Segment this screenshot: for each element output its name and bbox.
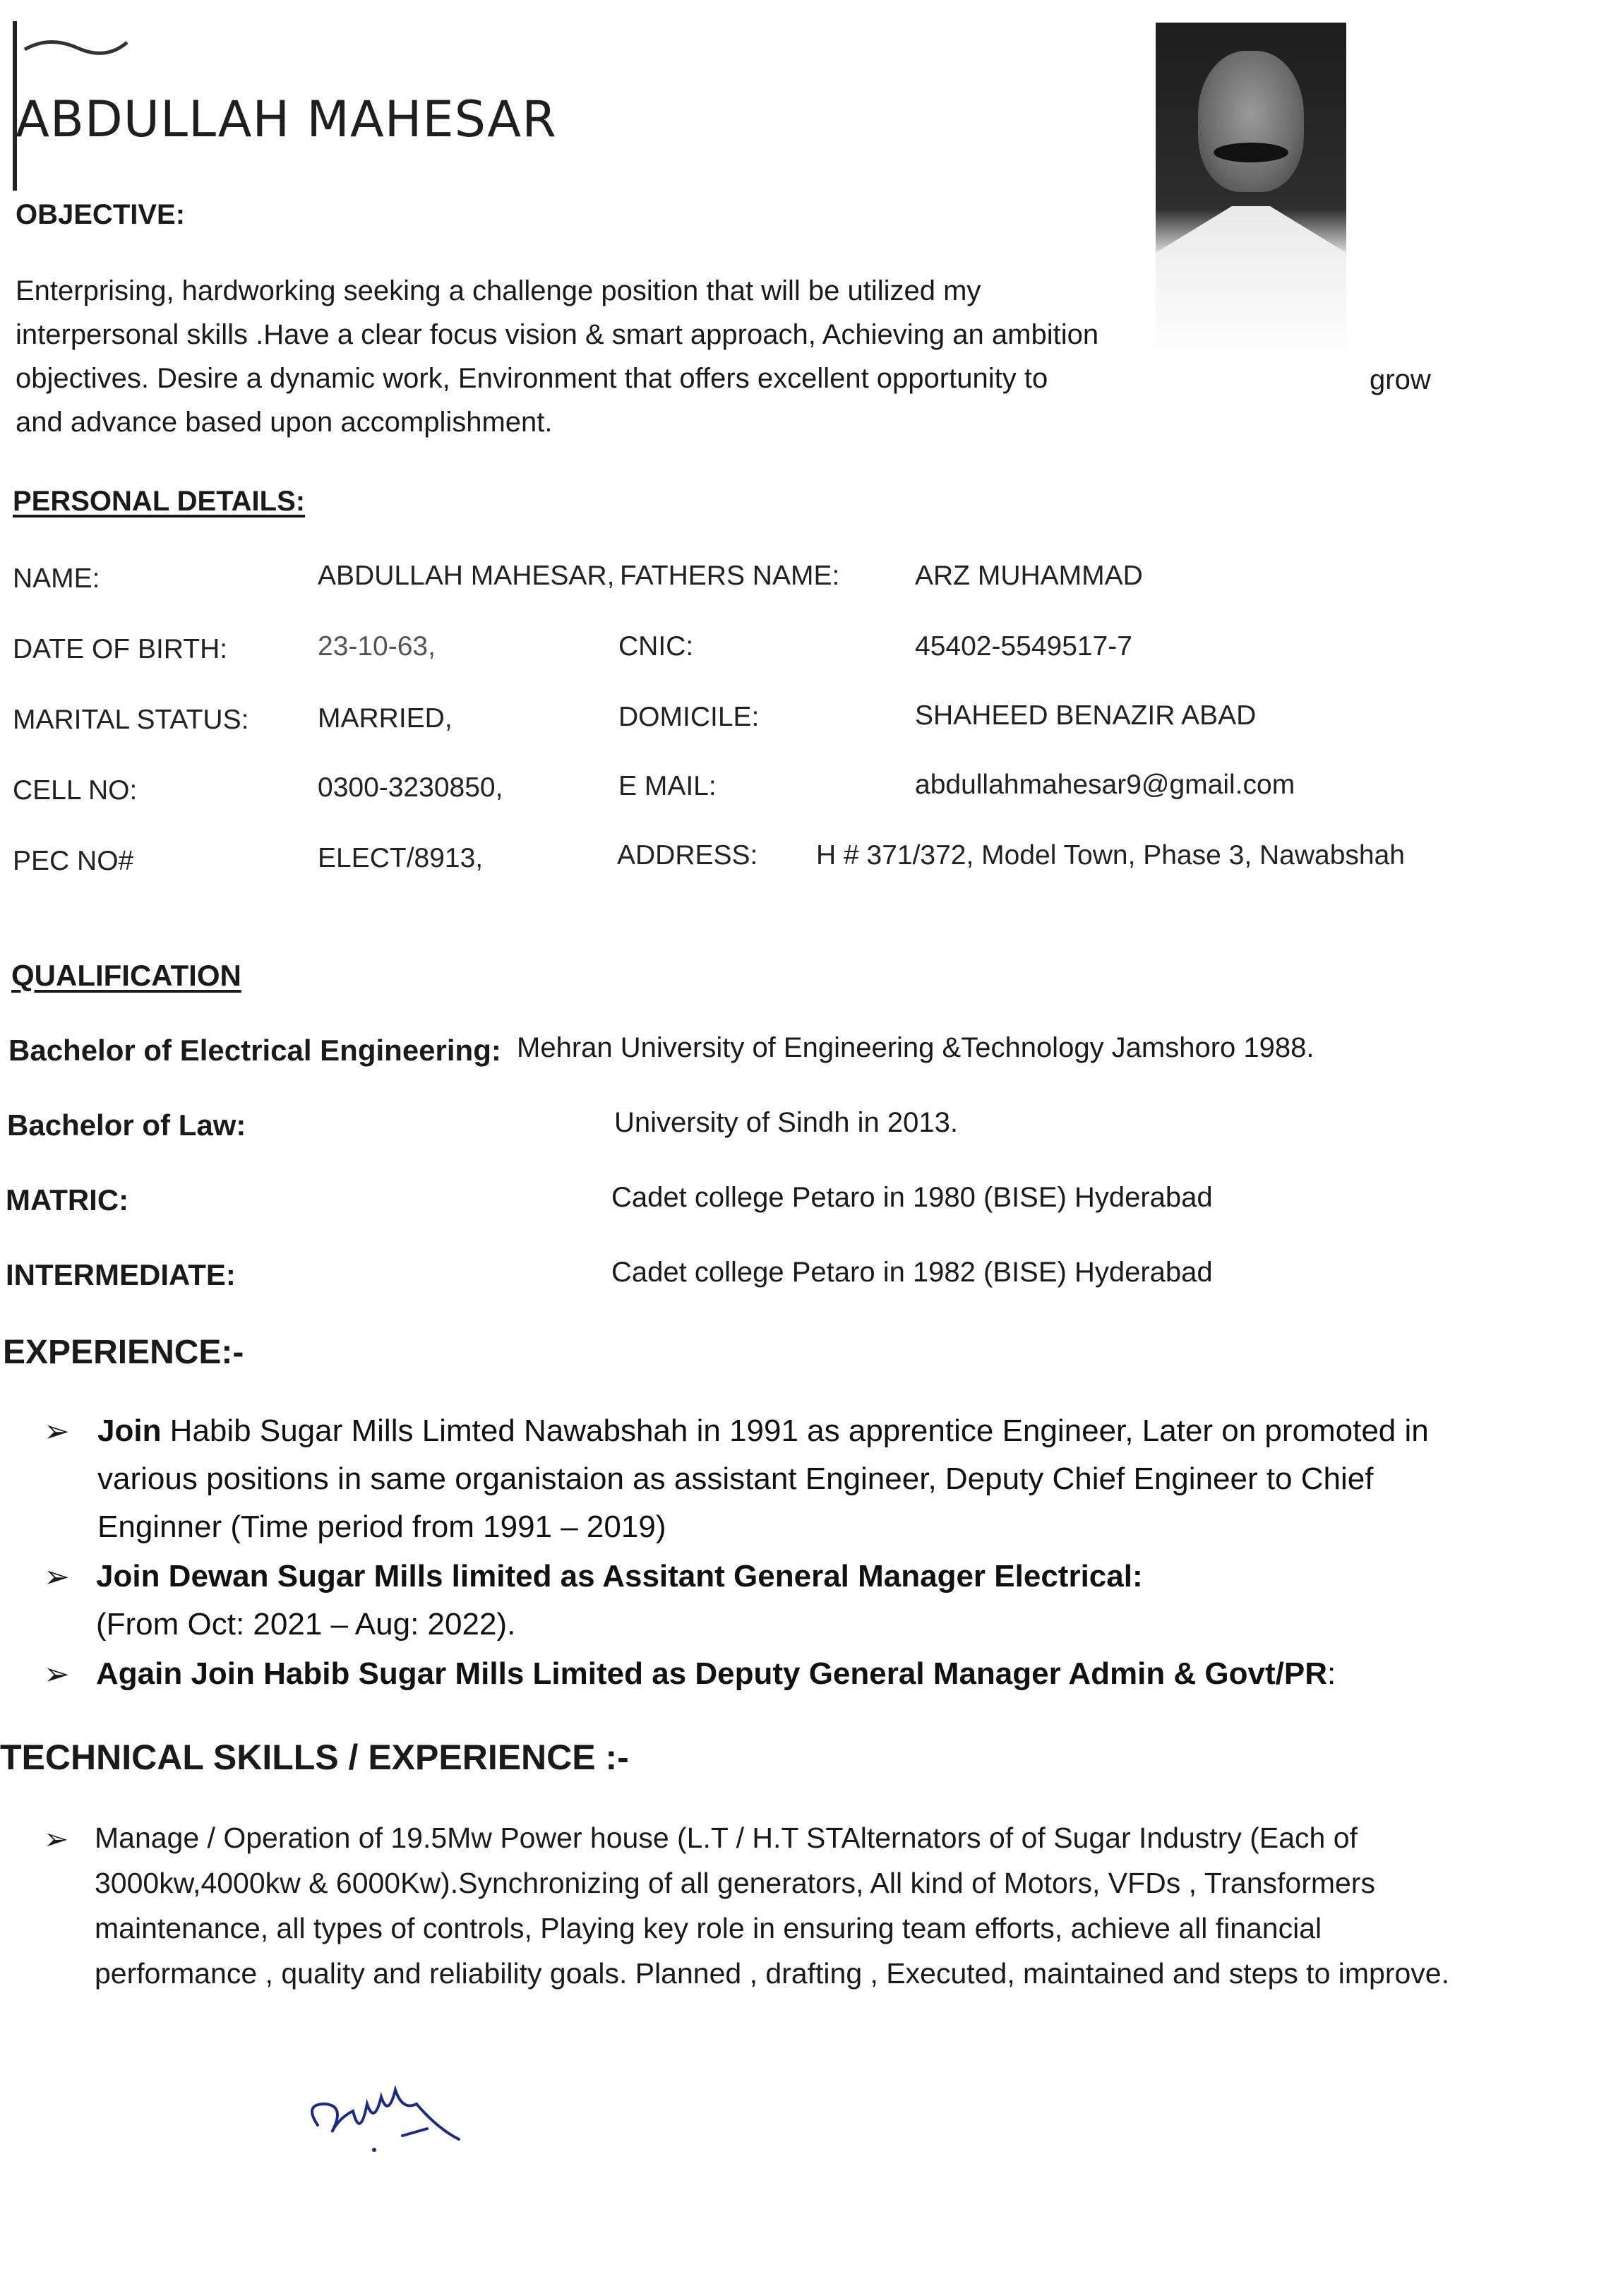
- personal-details-heading: PERSONAL DETAILS:: [13, 486, 306, 517]
- experience-item-3-bold: Again Join Habib Sugar Mills Limited as Deputy General Manager Admin & Govt/PR: [96, 1656, 1327, 1691]
- qual-value-electrical: Mehran University of Engineering &Technology Jamshoro 1988.: [517, 1032, 1314, 1063]
- experience-heading: EXPERIENCE:-: [3, 1334, 244, 1371]
- experience-item-1-line-2: various positions in same organistaion as assistant Engineer, Deputy Chief Engineer to Chief: [97, 1461, 1374, 1496]
- qual-value-matric: Cadet college Petaro in 1980 (BISE) Hyderabad: [611, 1182, 1213, 1213]
- experience-bullet-2: ➢: [44, 1560, 70, 1594]
- experience-item-2-line-2: (From Oct: 2021 – Aug: 2022).: [96, 1607, 516, 1642]
- qualification-heading: QUALIFICATION: [11, 959, 241, 992]
- qual-value-intermediate: Cadet college Petaro in 1982 (BISE) Hyderabad: [611, 1257, 1213, 1288]
- objective-heading: OBJECTIVE:: [16, 199, 186, 230]
- experience-item-3-tail: :: [1327, 1656, 1336, 1691]
- qual-label-law: Bachelor of Law:: [7, 1108, 246, 1142]
- experience-item-1-line-1: [97, 1413, 1429, 1449]
- technical-skills-heading: TECHNICAL SKILLS / EXPERIENCE :-: [0, 1738, 629, 1777]
- candidate-name: ABDULLAH MAHESAR: [16, 90, 557, 148]
- objective-line-2: interpersonal skills .Have a clear focus vision & smart approach, Achieving an ambition: [16, 319, 1099, 350]
- experience-item-1-rest: Habib Sugar Mills Limted Nawabshah in 1991 as apprentice Engineer, Later on promoted in: [161, 1413, 1429, 1448]
- technical-line-2: 3000kw,4000kw & 6000Kw).Synchronizing of all generators, All kind of Motors, VFDs , Transformers: [95, 1867, 1375, 1899]
- label-address: ADDRESS:: [617, 840, 758, 871]
- label-pec-no: PEC NO#: [13, 846, 134, 876]
- label-name: NAME:: [13, 563, 100, 594]
- experience-item-2-line-1: Join Dewan Sugar Mills limited as Assitant General Manager Electrical:: [96, 1559, 1143, 1594]
- qual-label-intermediate: INTERMEDIATE:: [6, 1258, 236, 1291]
- objective-line-4: and advance based upon accomplishment.: [16, 407, 553, 438]
- label-cnic: CNIC:: [618, 631, 694, 662]
- label-domicile: DOMICILE:: [618, 702, 760, 732]
- experience-item-1-line-3: Enginner (Time period from 1991 – 2019): [97, 1509, 666, 1544]
- qual-label-matric: MATRIC:: [6, 1183, 129, 1216]
- value-cell-no: 0300-3230850,: [318, 772, 503, 803]
- technical-line-1: Manage / Operation of 19.5Mw Power house (L.T / H.T STAlternators of of Sugar Industry (Each of: [95, 1822, 1358, 1854]
- value-fathers-name: ARZ MUHAMMAD: [915, 561, 1143, 591]
- experience-bullet-3: ➢: [44, 1657, 70, 1692]
- label-email: E MAIL:: [618, 771, 717, 801]
- label-fathers-name: FATHERS NAME:: [620, 561, 840, 591]
- objective-line-1: Enterprising, hardworking seeking a challenge position that will be utilized my: [16, 275, 981, 306]
- value-email: abdullahmahesar9@gmail.com: [915, 770, 1295, 800]
- technical-bullet: ➢: [44, 1822, 69, 1855]
- value-marital-status: MARRIED,: [318, 703, 453, 734]
- objective-trailing-word: grow: [1370, 364, 1431, 395]
- photo-face: [1198, 51, 1304, 192]
- technical-line-3: maintenance, all types of controls, Playing key role in ensuring team efforts, achieve all financial: [95, 1912, 1322, 1944]
- photo-shirt: [1156, 206, 1346, 361]
- label-marital-status: MARITAL STATUS:: [13, 705, 249, 735]
- qual-label-electrical: Bachelor of Electrical Engineering:: [8, 1034, 501, 1067]
- value-pec-no: ELECT/8913,: [318, 843, 484, 873]
- photo-mustache: [1214, 143, 1288, 162]
- qual-value-law: University of Sindh in 2013.: [614, 1107, 958, 1138]
- value-name: ABDULLAH MAHESAR,: [318, 561, 615, 591]
- technical-line-4: performance , quality and reliability goals. Planned , drafting , Executed, maintained and steps to improve.: [95, 1957, 1449, 1990]
- experience-item-1-lead: Join: [97, 1413, 162, 1448]
- profile-photo: [1156, 23, 1346, 361]
- objective-line-3: objectives. Desire a dynamic work, Environment that offers excellent opportunity to: [16, 363, 1048, 394]
- value-cnic: 45402-5549517-7: [915, 631, 1132, 662]
- scan-scribble: [21, 28, 134, 71]
- handwritten-signature: [297, 2062, 466, 2160]
- experience-bullet-1: ➢: [44, 1414, 70, 1449]
- value-address: H # 371/372, Model Town, Phase 3, Nawabshah: [816, 840, 1405, 871]
- value-domicile: SHAHEED BENAZIR ABAD: [915, 700, 1257, 731]
- value-dob: 23-10-63,: [318, 631, 436, 662]
- label-cell-no: CELL NO:: [13, 775, 138, 806]
- experience-item-3-line-1: [96, 1656, 1336, 1692]
- label-dob: DATE OF BIRTH:: [13, 634, 228, 664]
